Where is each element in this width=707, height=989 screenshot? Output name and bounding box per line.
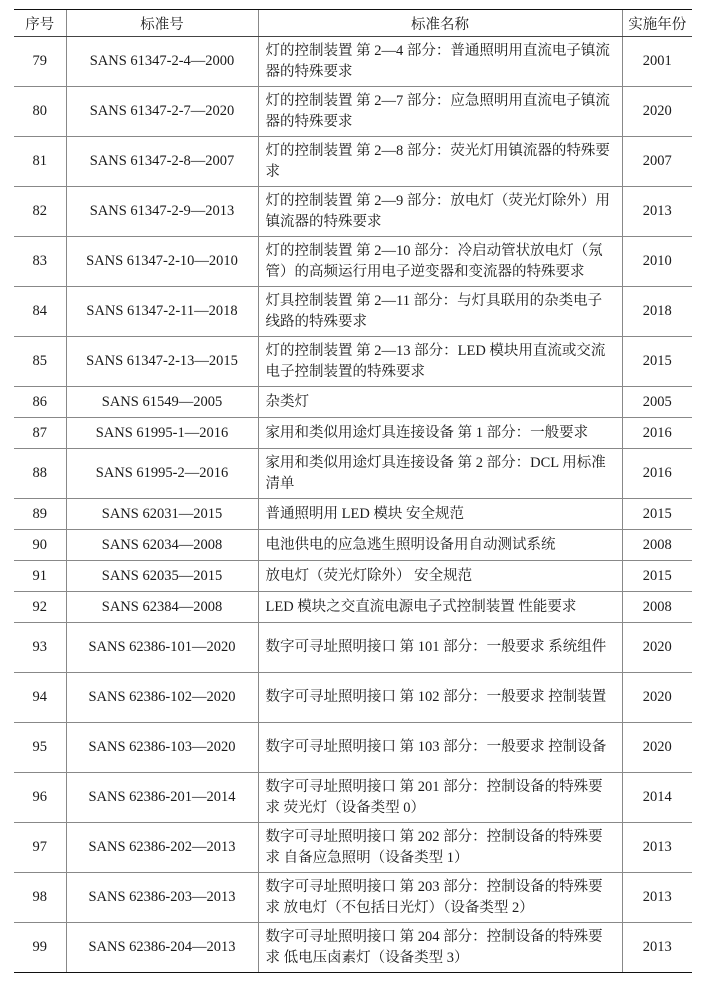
cell-standard-name: 电池供电的应急逃生照明设备用自动测试系统 <box>258 530 622 561</box>
cell-serial: 84 <box>14 287 66 337</box>
cell-year: 2013 <box>622 187 692 237</box>
header-serial: 序号 <box>14 10 66 37</box>
table-row <box>14 37 692 87</box>
cell-year: 2015 <box>622 499 692 530</box>
table-row <box>14 773 692 823</box>
cell-year: 2016 <box>622 418 692 449</box>
cell-serial: 99 <box>14 923 66 973</box>
cell-standard-code: SANS 62384—2008 <box>66 592 258 623</box>
cell-standard-name: 数字可寻址照明接口 第 203 部分：控制设备的特殊要求 放电灯（不包括日光灯）（设备类型 2） <box>258 873 622 923</box>
cell-standard-name: 杂类灯 <box>258 387 622 418</box>
cell-serial: 90 <box>14 530 66 561</box>
cell-year: 2015 <box>622 337 692 387</box>
cell-year: 2020 <box>622 87 692 137</box>
header-year: 实施年份 <box>622 10 692 37</box>
cell-standard-name: 数字可寻址照明接口 第 202 部分：控制设备的特殊要求 自备应急照明（设备类型 1） <box>258 823 622 873</box>
cell-standard-code: SANS 61995-1—2016 <box>66 418 258 449</box>
cell-standard-name: 灯的控制装置 第 2—13 部分：LED 模块用直流或交流电子控制装置的特殊要求 <box>258 337 622 387</box>
table-row <box>14 237 692 287</box>
cell-serial: 82 <box>14 187 66 237</box>
table-row <box>14 873 692 923</box>
cell-serial: 89 <box>14 499 66 530</box>
cell-standard-code: SANS 62035—2015 <box>66 561 258 592</box>
table-body <box>14 37 692 973</box>
cell-standard-name: 数字可寻址照明接口 第 101 部分：一般要求 系统组件 <box>258 623 622 673</box>
table-row <box>14 723 692 773</box>
cell-serial: 95 <box>14 723 66 773</box>
cell-serial: 83 <box>14 237 66 287</box>
cell-standard-code: SANS 61347-2-8—2007 <box>66 137 258 187</box>
cell-year: 2008 <box>622 592 692 623</box>
cell-standard-name: 家用和类似用途灯具连接设备 第 2 部分：DCL 用标准清单 <box>258 449 622 499</box>
table-row <box>14 449 692 499</box>
table-row <box>14 623 692 673</box>
cell-serial: 79 <box>14 37 66 87</box>
cell-standard-name: 数字可寻址照明接口 第 103 部分：一般要求 控制设备 <box>258 723 622 773</box>
cell-year: 2010 <box>622 237 692 287</box>
cell-standard-code: SANS 62386-203—2013 <box>66 873 258 923</box>
cell-standard-code: SANS 61347-2-4—2000 <box>66 37 258 87</box>
cell-standard-name: 数字可寻址照明接口 第 204 部分：控制设备的特殊要求 低电压卤素灯（设备类型 3） <box>258 923 622 973</box>
cell-standard-code: SANS 62386-204—2013 <box>66 923 258 973</box>
cell-standard-name: 灯的控制装置 第 2—10 部分：冷启动管状放电灯（氖管）的高频运行用电子逆变器和变流器的特殊要求 <box>258 237 622 287</box>
standards-table <box>14 9 692 973</box>
cell-year: 2016 <box>622 449 692 499</box>
cell-year: 2013 <box>622 823 692 873</box>
cell-year: 2020 <box>622 623 692 673</box>
cell-standard-code: SANS 62031—2015 <box>66 499 258 530</box>
cell-standard-code: SANS 62034—2008 <box>66 530 258 561</box>
cell-year: 2015 <box>622 561 692 592</box>
cell-year: 2013 <box>622 923 692 973</box>
table-row <box>14 530 692 561</box>
cell-standard-code: SANS 61347-2-7—2020 <box>66 87 258 137</box>
cell-standard-name: 灯的控制装置 第 2—8 部分：荧光灯用镇流器的特殊要求 <box>258 137 622 187</box>
cell-year: 2007 <box>622 137 692 187</box>
cell-standard-code: SANS 62386-201—2014 <box>66 773 258 823</box>
cell-standard-code: SANS 61347-2-9—2013 <box>66 187 258 237</box>
cell-year: 2005 <box>622 387 692 418</box>
header-standard-code: 标准号 <box>66 10 258 37</box>
cell-standard-code: SANS 61347-2-13—2015 <box>66 337 258 387</box>
table-row <box>14 337 692 387</box>
header-row <box>14 10 692 37</box>
table-row <box>14 592 692 623</box>
cell-serial: 86 <box>14 387 66 418</box>
cell-serial: 97 <box>14 823 66 873</box>
cell-standard-code: SANS 62386-103—2020 <box>66 723 258 773</box>
table-row <box>14 499 692 530</box>
cell-serial: 92 <box>14 592 66 623</box>
cell-year: 2008 <box>622 530 692 561</box>
cell-year: 2018 <box>622 287 692 337</box>
table-row <box>14 673 692 723</box>
table-row <box>14 418 692 449</box>
cell-standard-name: LED 模块之交直流电源电子式控制装置 性能要求 <box>258 592 622 623</box>
table-row <box>14 137 692 187</box>
cell-serial: 88 <box>14 449 66 499</box>
cell-year: 2013 <box>622 873 692 923</box>
cell-standard-name: 数字可寻址照明接口 第 102 部分：一般要求 控制装置 <box>258 673 622 723</box>
cell-year: 2020 <box>622 673 692 723</box>
cell-standard-name: 普通照明用 LED 模块 安全规范 <box>258 499 622 530</box>
table-row <box>14 87 692 137</box>
cell-year: 2014 <box>622 773 692 823</box>
table-row <box>14 923 692 973</box>
cell-standard-name: 放电灯（荧光灯除外） 安全规范 <box>258 561 622 592</box>
cell-serial: 81 <box>14 137 66 187</box>
cell-standard-code: SANS 61549—2005 <box>66 387 258 418</box>
cell-serial: 80 <box>14 87 66 137</box>
cell-serial: 96 <box>14 773 66 823</box>
cell-standard-code: SANS 61347-2-11—2018 <box>66 287 258 337</box>
cell-standard-name: 数字可寻址照明接口 第 201 部分：控制设备的特殊要求 荧光灯（设备类型 0） <box>258 773 622 823</box>
cell-standard-code: SANS 62386-102—2020 <box>66 673 258 723</box>
cell-standard-code: SANS 62386-202—2013 <box>66 823 258 873</box>
table-row <box>14 187 692 237</box>
table-row <box>14 823 692 873</box>
table-row <box>14 387 692 418</box>
cell-standard-name: 灯的控制装置 第 2—7 部分：应急照明用直流电子镇流器的特殊要求 <box>258 87 622 137</box>
table-row <box>14 561 692 592</box>
table-header <box>14 10 692 37</box>
cell-standard-code: SANS 61347-2-10—2010 <box>66 237 258 287</box>
cell-serial: 91 <box>14 561 66 592</box>
cell-standard-name: 家用和类似用途灯具连接设备 第 1 部分：一般要求 <box>258 418 622 449</box>
cell-serial: 87 <box>14 418 66 449</box>
cell-standard-name: 灯的控制装置 第 2—9 部分：放电灯（荧光灯除外）用镇流器的特殊要求 <box>258 187 622 237</box>
cell-standard-code: SANS 62386-101—2020 <box>66 623 258 673</box>
standards-table-container <box>14 9 692 973</box>
cell-standard-code: SANS 61995-2—2016 <box>66 449 258 499</box>
cell-serial: 85 <box>14 337 66 387</box>
header-standard-name: 标准名称 <box>258 10 622 37</box>
cell-serial: 98 <box>14 873 66 923</box>
cell-year: 2020 <box>622 723 692 773</box>
cell-standard-name: 灯具控制装置 第 2—11 部分：与灯具联用的杂类电子线路的特殊要求 <box>258 287 622 337</box>
cell-serial: 93 <box>14 623 66 673</box>
cell-standard-name: 灯的控制装置 第 2—4 部分：普通照明用直流电子镇流器的特殊要求 <box>258 37 622 87</box>
table-row <box>14 287 692 337</box>
cell-year: 2001 <box>622 37 692 87</box>
cell-serial: 94 <box>14 673 66 723</box>
